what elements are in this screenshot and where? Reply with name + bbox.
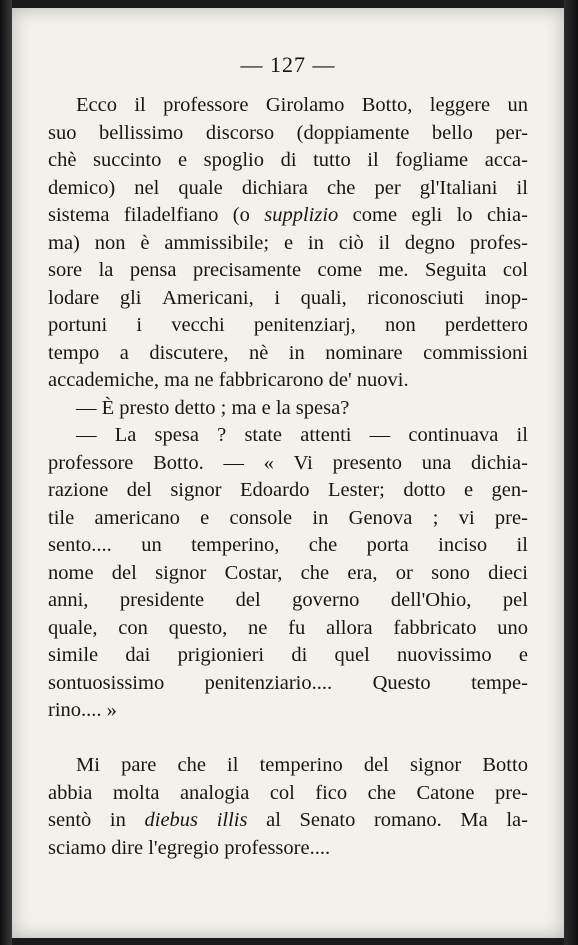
paragraph-gap xyxy=(48,725,528,753)
text-line: chè succinto e spoglio di tutto il fogliame acca- xyxy=(48,149,528,171)
text-line: — La spesa ? state attenti — continuava il xyxy=(76,424,528,446)
text-line: sciamo dire l'egregio professore.... xyxy=(48,836,331,859)
text-line: ma) non è ammissibile; e in ciò il degno profes- xyxy=(48,231,528,254)
text-line: abbia molta analogia col fico che Catone pre- xyxy=(48,781,528,804)
text-line: demico) nel quale dichiara che per gl'Italiani il xyxy=(48,176,528,199)
text-line: sentò in diebus illis al Senato romano. Ma la- xyxy=(48,809,528,831)
text-line: sore la pensa precisamente come me. Seguita col xyxy=(48,259,528,281)
text-line: razione del signor Edoardo Lester; dotto e gen- xyxy=(48,479,528,501)
text-line: — È presto detto ; ma e la spesa? xyxy=(76,396,350,419)
text-line: tempo a discutere, nè in nominare commissioni xyxy=(48,341,528,364)
text-line: professore Botto. — « Vi presento una dichia- xyxy=(48,451,528,474)
book-edge-left xyxy=(0,0,12,945)
body-text xyxy=(48,92,528,862)
text-line: anni, presidente del governo dell'Ohio, pel xyxy=(48,589,528,611)
text-line: Ecco il professore Girolamo Botto, leggere un xyxy=(76,94,528,116)
book-edge-right xyxy=(564,0,578,945)
text-line: portuni i vecchi penitenziarj, non perdettero xyxy=(48,314,528,336)
text-line: suo bellissimo discorso (doppiamente bello per- xyxy=(48,121,528,144)
text-line: quale, con questo, ne fu allora fabbricato uno xyxy=(48,616,528,639)
text-line: sento.... un temperino, che porta inciso il xyxy=(48,534,528,556)
text-line: simile dai prigionieri di quel nuovissimo e xyxy=(48,644,528,666)
text-line: Mi pare che il temperino del signor Botto xyxy=(76,754,528,776)
text-line: lodare gli Americani, i quali, riconosciuti inop- xyxy=(48,286,528,309)
text-line: sontuosissimo penitenziario.... Questo tempe- xyxy=(48,671,528,694)
book-page xyxy=(12,8,564,938)
text-line: rino.... » xyxy=(48,699,117,721)
page-number: — 127 — xyxy=(240,52,336,77)
text-line: tile americano e console in Genova ; vi pre- xyxy=(48,506,528,529)
text-line: sistema filadelfiano (o supplizio come egli lo chia- xyxy=(48,204,528,226)
text-line: accademiche, ma ne fabbricarono de' nuovi. xyxy=(48,369,409,391)
text-line: nome del signor Costar, che era, or sono dieci xyxy=(48,561,528,584)
